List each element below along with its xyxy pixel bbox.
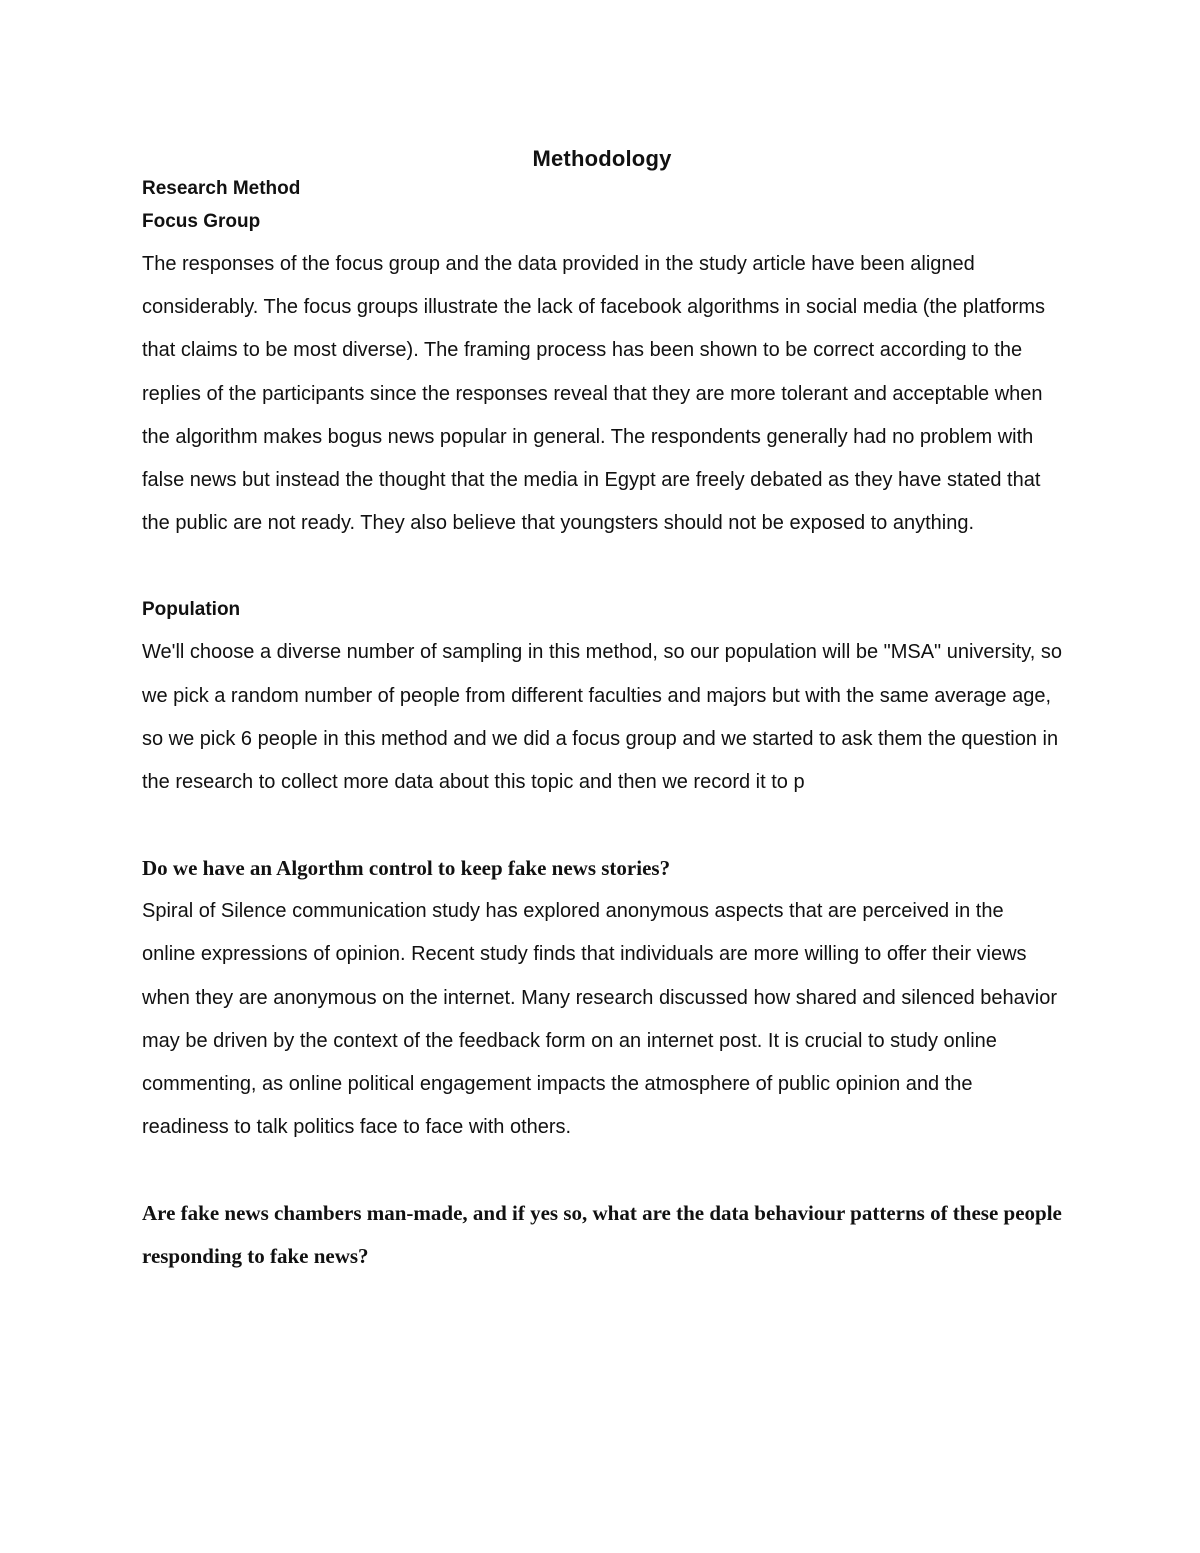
page-title: Methodology <box>532 146 672 171</box>
population-heading: Population <box>142 599 241 621</box>
paragraph-gap <box>142 804 1062 847</box>
question-algorithm-heading: Do we have an Algorthm control to keep fake news stories? <box>142 856 671 881</box>
focus-group-paragraph: The responses of the focus group and the data provided in the study article have been aligned considerably. The focus groups illustrate the lack of facebook algorithms in social media (the platforms that claims to be most diverse). The framing process has been shown to be correct according to the replies of the participants since the responses reveal that they are more tolerant and acceptable when the algorithm makes bogus news popular in general. The respondents generally had no problem with false news but instead the thought that the media in Egypt are freely debated as they have stated that the public are not ready. They also believe that youngsters should not be exposed to anything. <box>142 253 1046 535</box>
population-paragraph: We'll choose a diverse number of sampling in this method, so our population will be "MSA" university, so we pick a random number of people from different faculties and majors but with the same average age, so we pick 6 people in this method and we did a focus group and we started to ask them the question in the research to collect more data about this topic and then we record it to p <box>142 641 1062 794</box>
paragraph-gap <box>142 1149 1062 1192</box>
research-method-heading: Research Method <box>142 178 301 199</box>
focus-group-heading: Focus Group <box>142 211 261 232</box>
paragraph-gap <box>142 545 1062 588</box>
question-fake-news-chambers: Are fake news chambers man-made, and if yes so, what are the data behaviour patterns of these people responding to fake news? <box>142 1201 1062 1269</box>
document-content <box>142 140 1062 1278</box>
spiral-of-silence-paragraph: Spiral of Silence communication study has explored anonymous aspects that are perceived in the online expressions of opinion. Recent study finds that individuals are more willing to offer their views when they are anonymous on the internet. Many research discussed how shared and silenced behavior may be driven by the context of the feedback form on an internet post. It is crucial to study online commenting, as online political engagement impacts the atmosphere of public opinion and the readiness to talk politics face to face with others. <box>142 900 1057 1139</box>
